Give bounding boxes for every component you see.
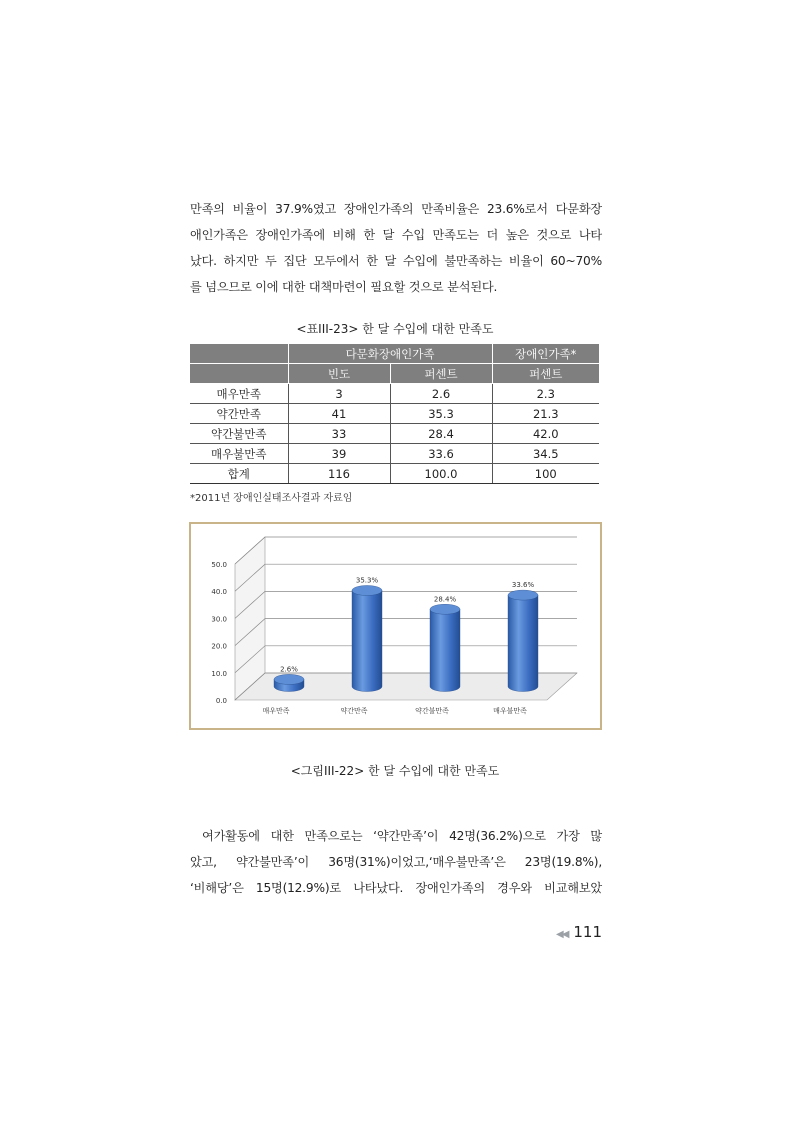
table-cell: 2.3 (492, 384, 599, 404)
chart-y-tick-label: 0.0 (215, 697, 227, 705)
table-cell: 21.3 (492, 404, 599, 424)
table-caption: <표III-23> 한 달 수입에 대한 만족도 (296, 322, 494, 336)
chart-y-tick-label: 40.0 (211, 588, 227, 597)
table-cell: 2.6 (390, 384, 492, 404)
outro-paragraph (190, 823, 602, 901)
table-total-row (190, 464, 599, 484)
paragraph-line: 났다. 하지만 두 집단 모두에서 한 달 수입에 불만족하는 비율이 60~70% (190, 254, 602, 268)
table-header-cell: 퍼센트 (492, 364, 599, 384)
table-header-cell (190, 344, 288, 364)
chart-x-tick-label: 약간불만족 (415, 707, 449, 715)
table-sub-header-row (190, 364, 599, 384)
chart-x-tick-label: 약간만족 (340, 707, 368, 715)
chart-x-tick-label: 매우만족 (262, 707, 290, 715)
table-cell: 35.3 (390, 404, 492, 424)
chart-y-tick-label: 50.0 (211, 561, 227, 569)
table-cell: 3 (288, 384, 390, 404)
satisfaction-table (190, 344, 599, 484)
table-header-cell: 다문화장애인가족 (288, 344, 492, 364)
table-header-cell: 퍼센트 (390, 364, 492, 384)
table-cell: 합계 (190, 464, 288, 484)
chart-data-label: 28.4% (433, 595, 457, 604)
chart-gridline (235, 537, 577, 564)
page-number-value: 111 (573, 923, 603, 941)
chart-data-label: 33.6% (511, 581, 535, 590)
table-row (190, 404, 599, 424)
table-cell: 39 (288, 444, 390, 464)
chart-y-tick-label: 10.0 (211, 669, 227, 678)
table-cell: 41 (288, 404, 390, 424)
table-cell: 약간만족 (190, 404, 288, 424)
table-cell: 100 (492, 464, 599, 484)
table-cell: 약간불만족 (190, 424, 288, 444)
page-number (556, 923, 602, 941)
table-header-cell: 빈도 (288, 364, 390, 384)
intro-paragraph (190, 196, 602, 300)
chart-bar (508, 595, 538, 691)
chart-bar-top (508, 590, 538, 600)
table-cell: 42.0 (492, 424, 599, 444)
chart-bar (352, 590, 382, 691)
table-cell: 28.4 (390, 424, 492, 444)
paragraph-line: 애인가족은 장애인가족에 비해 한 달 수입 만족도는 더 높은 것으로 나타 (190, 228, 602, 242)
paragraph-line: 를 넘으므로 이에 대한 대책마련이 필요할 것으로 분석된다. (190, 280, 498, 294)
table-cell: 116 (288, 464, 390, 484)
paragraph-line: 만족의 비율이 37.9%였고 장애인가족의 만족비율은 23.6%로서 다문화장 (190, 202, 602, 216)
table-cell: 33 (288, 424, 390, 444)
table-cell: 33.6 (390, 444, 492, 464)
table-row (190, 444, 599, 464)
chart-bar (430, 609, 460, 691)
chart-x-tick-label: 매우불만족 (493, 707, 527, 715)
chart-y-tick-label: 20.0 (211, 642, 227, 651)
table-row (190, 424, 599, 444)
table-group-header-row (190, 344, 599, 364)
chart-frame (189, 522, 602, 730)
paragraph-line: 여가활동에 대한 만족으로는 ‘약간만족’이 42명(36.2%)으로 가장 많 (202, 829, 602, 843)
table-row (190, 384, 599, 404)
paragraph-line: 았고, 약간불만족’이 36명(31%)이었고,‘매우불만족’은 23명(19.8%), (190, 855, 602, 869)
table-note: *2011년 장애인실태조사결과 자료임 (190, 493, 353, 504)
chart-y-tick-label: 30.0 (211, 615, 227, 624)
table-header-cell (190, 364, 288, 384)
figure-caption: <그림III-22> 한 달 수입에 대한 만족도 (290, 764, 500, 778)
table-cell: 34.5 (492, 444, 599, 464)
table-cell: 매우만족 (190, 384, 288, 404)
chart-bar-top (430, 604, 460, 614)
satisfaction-bar-chart (191, 524, 600, 728)
chart-bar-top (352, 585, 382, 595)
table-header-cell: 장애인가족* (492, 344, 599, 364)
chart-side-wall (235, 537, 265, 700)
chart-data-label: 35.3% (355, 576, 379, 585)
chart-data-label: 2.6% (280, 665, 298, 674)
chart-bar-top (274, 674, 304, 684)
double-left-arrow-icon: ◀◀ (556, 929, 568, 940)
table-cell: 매우불만족 (190, 444, 288, 464)
paragraph-line: ‘비해당’은 15명(12.9%)로 나타났다. 장애인가족의 경우와 비교해보았 (190, 881, 602, 895)
table-cell: 100.0 (390, 464, 492, 484)
